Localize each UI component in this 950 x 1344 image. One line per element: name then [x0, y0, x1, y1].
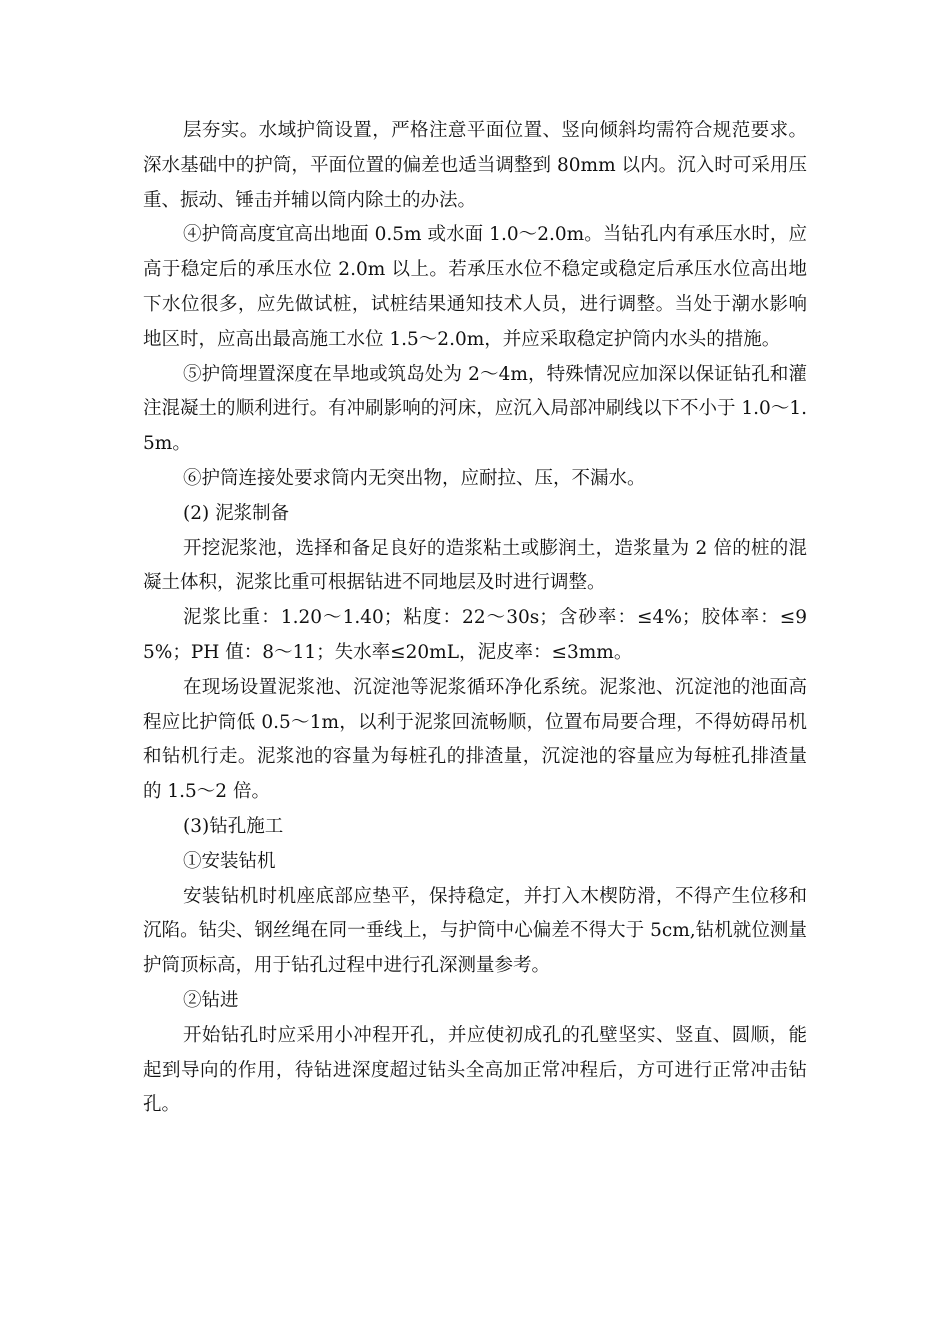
paragraph-drilling-advance: 开始钻孔时应采用小冲程开孔，并应使初成孔的孔壁坚实、竖直、圆顺，能起到导向的作用，待钻进深度超过钻头全高加正常冲程后，方可进行正常冲击钻孔。 — [143, 1024, 807, 1116]
paragraph-backfill-and-casing: 层夯实。水域护筒设置，严格注意平面位置、竖向倾斜均需符合规范要求。深水基础中的护筒，平面位置的偏差也适当调整到 80mm 以内。沉入时可采用压重、振动、锤击并辅以筒内除土的办法。 — [143, 120, 807, 211]
paragraph-slurry-pit: 开挖泥浆池，选择和备足良好的造浆粘土或膨润土，造浆量为 2 倍的桩的混凝土体积，泥浆比重可根据钻进不同地层及时进行调整。 — [143, 537, 807, 594]
section-heading-slurry-preparation: (2) 泥浆制备 — [183, 502, 290, 524]
subheading-drilling-advance: ②钻进 — [183, 989, 239, 1011]
section-heading-drilling: (3)钻孔施工 — [183, 815, 284, 837]
paragraph-slurry-circulation: 在现场设置泥浆池、沉淀池等泥浆循环净化系统。泥浆池、沉淀池的池面高程应比护筒低 0.5～1m，以利于泥浆回流畅顺，位置布局要合理，不得妨碍吊机和钻机行走。泥浆池的容量为每桩孔的排渣量，沉淀池的容量应为每桩孔排渣量的 1.5～2 倍。 — [143, 676, 807, 803]
paragraph-casing-depth: ⑤护筒埋置深度在旱地或筑岛处为 2～4m，特殊情况应加深以保证钻孔和灌注混凝土的顺利进行。有冲刷影响的河床，应沉入局部冲刷线以下不小于 1.0～1.5m。 — [143, 363, 807, 455]
paragraph-casing-height: ④护筒高度宜高出地面 0.5m 或水面 1.0～2.0m。当钻孔内有承压水时，应高于稳定后的承压水位 2.0m 以上。若承压水位不稳定或稳定后承压水位高出地下水位很多，应先做试桩，试桩结果通知技术人员，进行调整。当处于潮水影响地区时，应高出最高施工水位 1.5～2.0m，并应采取稳定护筒内水头的措施。 — [143, 224, 807, 350]
paragraph-install-rig: 安装钻机时机座底部应垫平，保持稳定，并打入木楔防滑，不得产生位移和沉陷。钻尖、钢丝绳在同一垂线上，与护筒中心偏差不得大于 5cm,钻机就位测量护筒顶标高，用于钻孔过程中进行孔深测量参考。 — [143, 885, 807, 977]
document-body — [143, 114, 807, 1123]
paragraph-casing-joints: ⑥护筒连接处要求筒内无突出物，应耐拉、压，不漏水。 — [183, 467, 646, 489]
subheading-install-rig: ①安装钻机 — [183, 850, 276, 872]
paragraph-slurry-specs: 泥浆比重：1.20～1.40；粘度：22～30s；含砂率：≤4%；胶体率：≤95%；PH 值：8～11；失水率≤20mL，泥皮率：≤3mm。 — [143, 607, 807, 663]
